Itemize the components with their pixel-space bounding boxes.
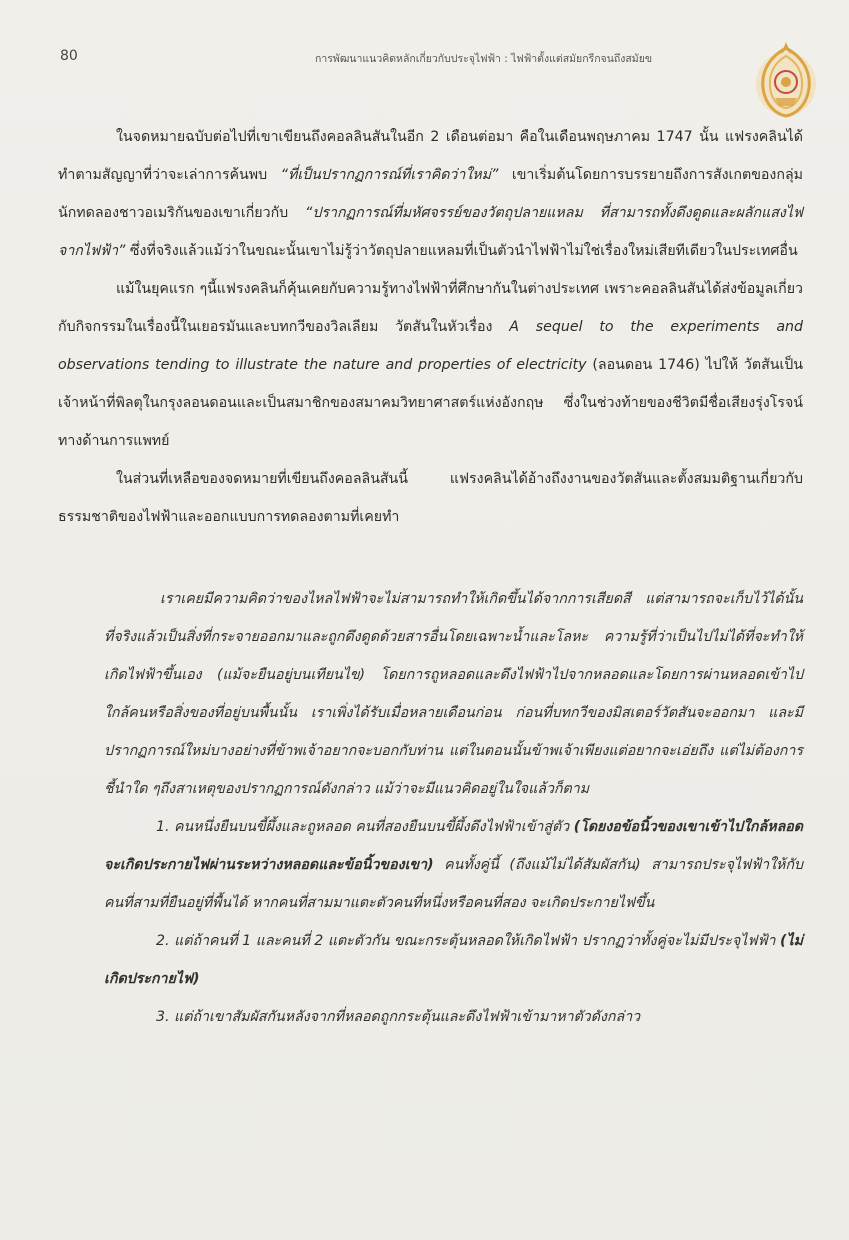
running-head: การพัฒนาแนวคิดหลักเกี่ยวกับประจุไฟฟ้า : ไฟฟ้าตั้งแต่สมัยกรีกจนถึงสมัยข: [315, 53, 653, 65]
quote-intro: เราเคยมีความคิดว่าของไหลไฟฟ้าจะไม่สามารถทำให้เกิดขึ้นได้จากการเสียดสี แต่สามารถจะเก็บไว้ได้นั้น ที่จริงแล้วเป็นสิ่งที่กระจายออกมาและถูกดึงดูดด้วยสารอื่นโดยเฉพาะน้ำและโลหะ ความรู้ที่ว่าเป็นไปไม่ได้ที่จะทำให้เกิดไฟฟ้าขึ้นเอง (แม้จะยืนอยู่บนเทียนไข) โดยการถูหลอดและดึงไฟฟ้าไปจากหลอดและโดยการผ่านหลอดเข้าไปใกล้คนหรือสิ่งของที่อยู่บนพื้นนั้น เราเพิ่งได้รับเมื่อหลายเดือนก่อน ก่อนที่บทกวีของมิสเตอร์วัตสันจะออกมา และมีปรากฏการณ์ใหม่บางอย่างที่ข้าพเจ้าอยากจะบอกกับท่าน แต่ในตอนนั้นข้าพเจ้าเพียงแต่อยากจะเอ่ยถึง แต่ไม่ต้องการชี้นำใด ๆถึงสาเหตุของปรากฏการณ์ดังกล่าว แม้ว่าจะมีแนวคิดอยู่ในใจแล้วก็ตาม: [104, 591, 803, 797]
quote-item-3: 3. แต่ถ้าเขาสัมผัสกันหลังจากที่หลอดถูกกระตุ้นและดึงไฟฟ้าเข้ามาหาตัวดังกล่าว: [156, 1009, 641, 1025]
body-paragraph-1: ในจดหมายฉบับต่อไปที่เขาเขียนถึงคอลลินสันในอีก 2 เดือนต่อมา คือในเดือนพฤษภาคม 1747 นั้น แฟรงคลินได้ทำตามสัญญาที่ว่าจะเล่าการค้นพบ “ที่เป็นปรากฏการณ์ที่เราคิดว่าใหม่” เขาเริ่มต้นโดยการบรรยายถึงการสังเกตของกลุ่มนักทดลองชาวอเมริกันของเขาเกี่ยวกับ “ปรากฏการณ์ที่มหัศจรรย์ของวัตถุปลายแหลม ที่สามารถทั้งดึงดูดและผลักแสงไฟจากไฟฟ้า” ซึ่งที่จริงแล้วแม้ว่าในขณะนั้นเขาไม่รู้ว่าวัตถุปลายแหลมที่เป็นตัวนำไฟฟ้าไม่ใช่เรื่องใหม่เสียทีเดียวในประเทศอื่น: [58, 129, 803, 259]
quote-item-1: 1. คนหนึ่งยืนบนขี้ผึ้งและถูหลอด คนที่สองยืนบนขี้ผึ้งดึงไฟฟ้าเข้าสู่ตัว (โดยงอข้อนิ้วของเขาเข้าไปใกล้หลอด จะเกิดประกายไฟผ่านระหว่างหลอดและข้อนิ้วของเขา) คนทั้งคู่นี้ (ถึงแม้ไม่ได้สัมผัสกัน) สามารถประจุไฟฟ้าให้กับคนที่สามที่ยืนอยู่ที่พื้นได้ หากคนที่สามมาแตะตัวคนที่หนึ่งหรือคนที่สอง จะเกิดประกายไฟขึ้น: [104, 819, 803, 911]
body-paragraph-3: ในส่วนที่เหลือของจดหมายที่เขียนถึงคอลลินสันนี้ แฟรงคลินได้อ้างถึงงานของวัตสันและตั้งสมมติฐานเกี่ยวกับธรรมชาติของไฟฟ้าและออกแบบการทดลองตามที่เคยทำ: [58, 471, 803, 525]
page-number: 80: [60, 48, 78, 64]
page-header: [0, 0, 849, 120]
emblem-seal-icon: [753, 36, 819, 120]
block-quote: [58, 580, 803, 1036]
body-paragraph-2: แม้ในยุคแรก ๆนี้แฟรงคลินก็คุ้นเคยกับความรู้ทางไฟฟ้าที่ศึกษากันในต่างประเทศ เพราะคอลลินสันได้ส่งข้อมูลเกี่ยวกับกิจกรรมในเรื่องนี้ในเยอรมันและบทกวีของวิลเลียม วัตสันในหัวเรื่อง A sequel to the experiments and observations tending to illustrate the nature and properties of electricity (ลอนดอน 1746) ไปให้ วัตสันเป็นเจ้าหน้าที่พิลตุในกรุงลอนดอนและเป็นสมาชิกของสมาคมวิทยาศาสตร์แห่งอังกฤษ ซึ่งในช่วงท้ายของชีวิตมีชื่อเสียงรุ่งโรจน์ทางด้านการแพทย์: [58, 281, 804, 449]
quote-item-2: 2. แต่ถ้าคนที่ 1 และคนที่ 2 แตะตัวกัน ขณะกระตุ้นหลอดให้เกิดไฟฟ้า ปรากฏว่าทั้งคู่จะไม่มีประจุไฟฟ้า (ไม่เกิดประกายไฟ): [104, 933, 803, 987]
page-content: [58, 118, 803, 1036]
